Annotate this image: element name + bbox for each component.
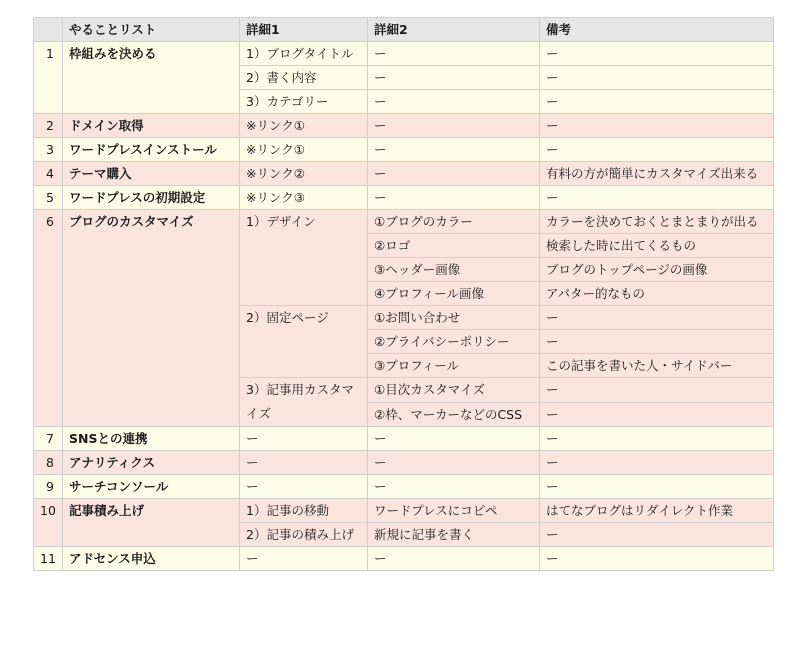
detail-2-cell: ③プロフィール xyxy=(368,354,540,378)
notes-cell: ー xyxy=(540,42,774,66)
detail-2-cell: ー xyxy=(368,66,540,90)
table-row xyxy=(34,547,774,571)
notes-cell: ー xyxy=(540,138,774,162)
table-row xyxy=(34,162,774,186)
task-number: 9 xyxy=(34,475,63,499)
detail-2-cell: ②プライバシーポリシー xyxy=(368,330,540,354)
detail-2-cell: ー xyxy=(368,186,540,210)
notes-cell: ー xyxy=(540,330,774,354)
table-row xyxy=(34,427,774,451)
task-name: 枠組みを決める xyxy=(63,42,240,114)
detail-2-cell: ー xyxy=(368,138,540,162)
header-detail-2: 詳細2 xyxy=(368,18,540,42)
detail-2-cell: ー xyxy=(368,451,540,475)
detail-2-cell: ②ロゴ xyxy=(368,234,540,258)
table-row xyxy=(34,114,774,138)
detail-1-cell: ※リンク② xyxy=(240,162,368,186)
table-row xyxy=(34,186,774,210)
notes-cell: ー xyxy=(540,66,774,90)
detail-1-cell: 3）カテゴリー xyxy=(240,90,368,114)
detail-1-cell: ー xyxy=(240,547,368,571)
task-name: SNSとの連携 xyxy=(63,427,240,451)
detail-2-cell: 新規に記事を書く xyxy=(368,523,540,547)
detail-2-cell: ④プロフィール画像 xyxy=(368,282,540,306)
notes-cell: ー xyxy=(540,451,774,475)
detail-2-cell: ー xyxy=(368,114,540,138)
task-number: 2 xyxy=(34,114,63,138)
detail-1-cell: ー xyxy=(240,475,368,499)
task-name: ワードプレスの初期設定 xyxy=(63,186,240,210)
detail-1-cell: 1）記事の移動 xyxy=(240,499,368,523)
notes-cell: ー xyxy=(540,523,774,547)
detail-2-cell: ー xyxy=(368,475,540,499)
task-name: ワードプレスインストール xyxy=(63,138,240,162)
notes-cell: アバター的なもの xyxy=(540,282,774,306)
table-row xyxy=(34,451,774,475)
table-row xyxy=(34,499,774,523)
task-number: 8 xyxy=(34,451,63,475)
detail-1-cell: 1）デザイン xyxy=(240,210,368,306)
detail-2-cell: ー xyxy=(368,90,540,114)
notes-cell: ブログのトップページの画像 xyxy=(540,258,774,282)
table-row xyxy=(34,475,774,499)
detail-2-cell: ー xyxy=(368,547,540,571)
notes-cell: カラーを決めておくとまとまりが出る xyxy=(540,210,774,234)
notes-cell: ー xyxy=(540,402,774,427)
table-row xyxy=(34,210,774,234)
notes-cell: ー xyxy=(540,186,774,210)
detail-2-cell: ①ブログのカラー xyxy=(368,210,540,234)
task-number: 5 xyxy=(34,186,63,210)
detail-2-cell: ③ヘッダー画像 xyxy=(368,258,540,282)
task-number: 1 xyxy=(34,42,63,114)
detail-2-cell: ー xyxy=(368,42,540,66)
notes-cell: ー xyxy=(540,114,774,138)
detail-2-cell: ①目次カスタマイズ xyxy=(368,378,540,403)
notes-cell: ー xyxy=(540,547,774,571)
todo-table xyxy=(33,17,774,571)
header-detail-1: 詳細1 xyxy=(240,18,368,42)
detail-1-cell: 1）ブログタイトル xyxy=(240,42,368,66)
notes-cell: ー xyxy=(540,475,774,499)
task-name: アドセンス申込 xyxy=(63,547,240,571)
notes-cell: 検索した時に出てくるもの xyxy=(540,234,774,258)
detail-1-cell: ※リンク① xyxy=(240,114,368,138)
table-row xyxy=(34,42,774,66)
header-number xyxy=(34,18,63,42)
header-todo-list: やることリスト xyxy=(63,18,240,42)
detail-1-cell: ー xyxy=(240,451,368,475)
task-number: 11 xyxy=(34,547,63,571)
notes-cell: はてなブログはリダイレクト作業 xyxy=(540,499,774,523)
task-number: 10 xyxy=(34,499,63,547)
table-body xyxy=(34,42,774,571)
task-number: 3 xyxy=(34,138,63,162)
task-name: アナリティクス xyxy=(63,451,240,475)
task-number: 4 xyxy=(34,162,63,186)
table-row xyxy=(34,138,774,162)
header-notes: 備考 xyxy=(540,18,774,42)
notes-cell: 有料の方が簡単にカスタマイズ出来る xyxy=(540,162,774,186)
detail-1-cell: ー xyxy=(240,427,368,451)
notes-cell: ー xyxy=(540,427,774,451)
task-name: テーマ購入 xyxy=(63,162,240,186)
notes-cell: この記事を書いた人・サイドバー xyxy=(540,354,774,378)
header-row xyxy=(34,18,774,42)
detail-1-cell: ※リンク① xyxy=(240,138,368,162)
detail-2-cell: ①お問い合わせ xyxy=(368,306,540,330)
detail-2-cell: ワードプレスにコピペ xyxy=(368,499,540,523)
task-name: ドメイン取得 xyxy=(63,114,240,138)
notes-cell: ー xyxy=(540,90,774,114)
task-number: 7 xyxy=(34,427,63,451)
task-name: 記事積み上げ xyxy=(63,499,240,547)
detail-1-cell: 2）固定ページ xyxy=(240,306,368,378)
detail-1-cell: 3）記事用カスタマイズ xyxy=(240,378,368,427)
notes-cell: ー xyxy=(540,378,774,403)
task-name: ブログのカスタマイズ xyxy=(63,210,240,427)
detail-2-cell: ②枠、マーカーなどのCSS xyxy=(368,402,540,427)
notes-cell: ー xyxy=(540,306,774,330)
detail-1-cell: 2）記事の積み上げ xyxy=(240,523,368,547)
task-name: サーチコンソール xyxy=(63,475,240,499)
detail-2-cell: ー xyxy=(368,427,540,451)
detail-2-cell: ー xyxy=(368,162,540,186)
detail-1-cell: 2）書く内容 xyxy=(240,66,368,90)
detail-1-cell: ※リンク③ xyxy=(240,186,368,210)
task-number: 6 xyxy=(34,210,63,427)
